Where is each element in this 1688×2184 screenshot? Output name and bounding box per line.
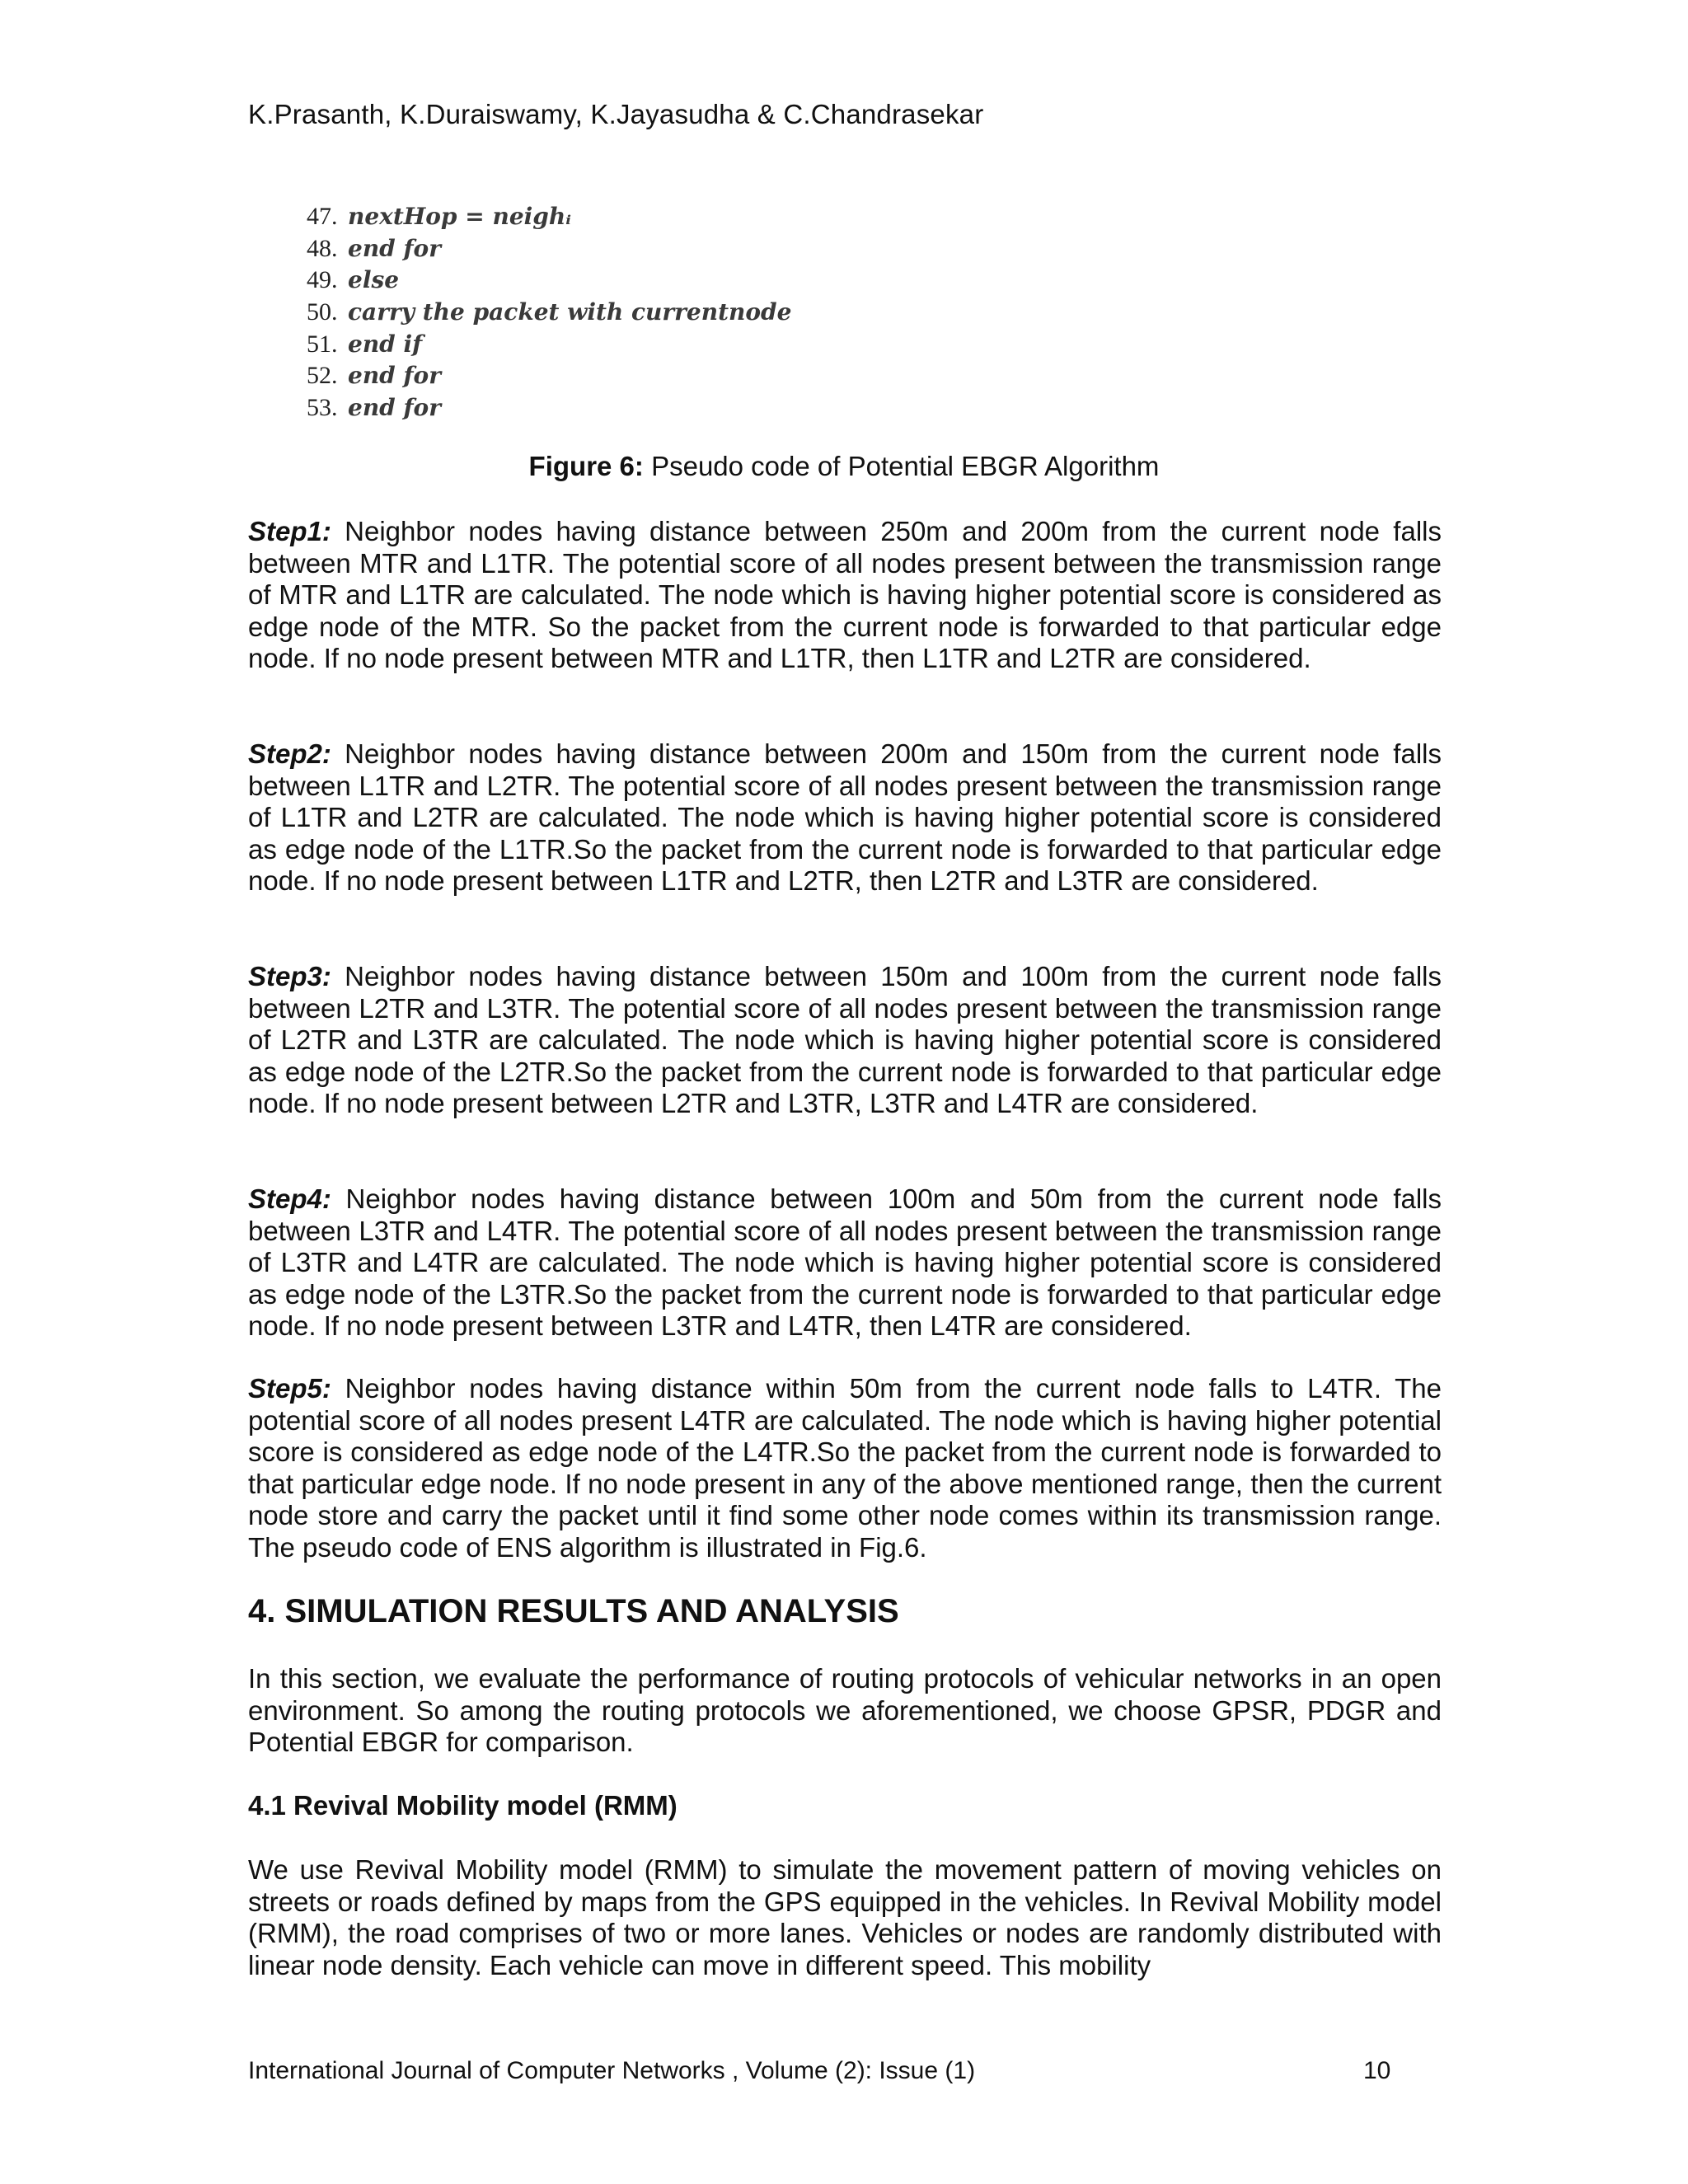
line-number: 49. <box>307 266 338 294</box>
subsection-heading: 4.1 Revival Mobility model (RMM) <box>248 1790 678 1821</box>
step-text: Neighbor nodes having distance within 50m from the current node falls to L4TR. The potential score of all nodes present L4TR are calculated. The node which is having higher potential score is considered as edge node of the L4TR.So the packet from the current node is forwarded to that particular edge node. If no node present in any of the above mentioned range, then the current node store and carry the packet until it find some other node comes within its transmission range. The pseudo code of ENS algorithm is illustrated in Fig.6. <box>248 1373 1442 1563</box>
section-intro: In this section, we evaluate the performance of routing protocols of vehicular networks in an open environment. So among the routing protocols we aforementioned, we choose GPSR, PDGR and Potential EBGR for comparison. <box>248 1663 1442 1758</box>
code-line <box>307 360 791 392</box>
step-paragraph <box>248 1183 1442 1343</box>
code-line <box>307 233 791 265</box>
code-text: end if <box>348 330 423 358</box>
step-text: Neighbor nodes having distance between 250m and 200m from the current node falls between MTR and L1TR. The potential score of all nodes present between the transmission range of MTR and L1TR are calculated. The node which is having higher potential score is considered as edge node of the MTR. So the packet from the current node is forwarded to that particular edge node. If no node present between MTR and L1TR, then L1TR and L2TR are considered. <box>248 516 1442 674</box>
line-number: 51. <box>307 330 338 358</box>
code-line <box>307 392 791 424</box>
step-label: Step1: <box>248 516 331 546</box>
step-paragraph <box>248 961 1442 1120</box>
step-text: Neighbor nodes having distance between 200m and 150m from the current node falls between L1TR and L2TR. The potential score of all nodes present between the transmission range of L1TR and L2TR are calculated. The node which is having higher potential score is considered as edge node of the L1TR.So the packet from the current node is forwarded to that particular edge node. If no node present between L1TR and L2TR, then L2TR and L3TR are considered. <box>248 738 1442 897</box>
step-label: Step2: <box>248 738 331 769</box>
step-label: Step5: <box>248 1373 331 1404</box>
code-text: else <box>348 266 400 294</box>
line-number: 53. <box>307 394 338 422</box>
step-paragraph <box>248 1373 1442 1564</box>
rmm-paragraph: We use Revival Mobility model (RMM) to simulate the movement pattern of moving vehicles on streets or roads defined by maps from the GPS equipped in the vehicles. In Revival Mobility model (RMM), the road comprises of two or more lanes. Vehicles or nodes are randomly distributed with linear node density. Each vehicle can move in different speed. This mobility <box>248 1854 1442 1980</box>
code-line <box>307 201 791 233</box>
code-line <box>307 265 791 297</box>
section-heading: 4. SIMULATION RESULTS AND ANALYSIS <box>248 1593 899 1629</box>
line-number: 47. <box>307 203 338 230</box>
step-label: Step3: <box>248 961 331 991</box>
code-text: nextHop = neighᵢ <box>348 203 571 230</box>
code-line <box>307 297 791 329</box>
journal-footer: International Journal of Computer Networks , Volume (2): Issue (1) <box>248 2057 976 2084</box>
line-number: 50. <box>307 298 338 326</box>
figure-label: Figure 6: <box>528 451 644 481</box>
pseudo-code-block <box>307 201 791 424</box>
step-label: Step4: <box>248 1183 331 1214</box>
code-text: end for <box>348 362 441 390</box>
step-paragraph <box>248 738 1442 898</box>
step-text: Neighbor nodes having distance between 150m and 100m from the current node falls between L2TR and L3TR. The potential score of all nodes present between the transmission range of L2TR and L3TR are calculated. The node which is having higher potential score is considered as edge node of the L2TR.So the packet from the current node is forwarded to that particular edge node. If no node present between L2TR and L3TR, L3TR and L4TR are considered. <box>248 961 1442 1119</box>
figure-caption <box>0 451 1688 482</box>
line-number: 48. <box>307 234 338 262</box>
figure-caption-text: Pseudo code of Potential EBGR Algorithm <box>643 451 1160 481</box>
step-paragraph <box>248 516 1442 675</box>
page-number: 10 <box>1363 2057 1391 2084</box>
running-header: K.Prasanth, K.Duraiswamy, K.Jayasudha & C.Chandrasekar <box>248 99 984 129</box>
step-text: Neighbor nodes having distance between 100m and 50m from the current node falls between L3TR and L4TR. The potential score of all nodes present between the transmission range of L3TR and L4TR are calculated. The node which is having higher potential score is considered as edge node of the L3TR.So the packet from the current node is forwarded to that particular edge node. If no node present between L3TR and L4TR, then L4TR are considered. <box>248 1183 1442 1342</box>
code-line <box>307 329 791 361</box>
code-text: end for <box>348 234 441 262</box>
code-text: end for <box>348 394 441 422</box>
code-text: carry the packet with currentnode <box>348 298 792 326</box>
line-number: 52. <box>307 362 338 390</box>
